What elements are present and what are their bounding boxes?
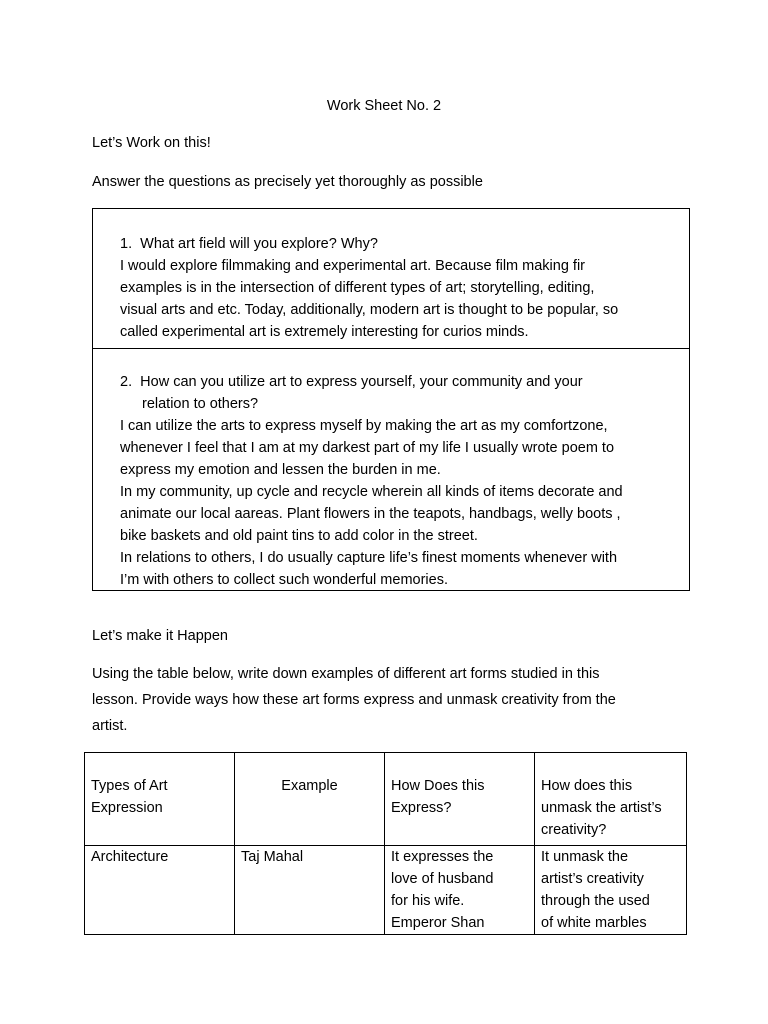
answer-2-line: I’m with others to collect such wonderful memories.: [120, 572, 448, 588]
table-header-row: [85, 753, 687, 846]
section-2-paragraph-line: lesson. Provide ways how these art forms express and unmask creativity from the: [92, 692, 616, 708]
answer-2-line: express my emotion and lessen the burden in me.: [120, 462, 441, 478]
question-2: [120, 371, 583, 393]
answer-1-line: I would explore filmmaking and experimental art. Because film making fir: [120, 258, 586, 274]
question-1: [120, 233, 378, 255]
cell-unmask: It unmask the artist’s creativity through the used of white marbles: [535, 846, 687, 935]
section-2-paragraph-line: Using the table below, write down examples of different art forms studied in this: [92, 666, 600, 682]
question-2-box: [92, 348, 690, 591]
question-2-text-cont: relation to others?: [142, 396, 259, 412]
cell-express: It expresses the love of husband for his wife. Emperor Shan: [385, 846, 535, 935]
question-1-box: [92, 208, 690, 349]
answer-2-line: In my community, up cycle and recycle wherein all kinds of items decorate and: [120, 484, 623, 500]
section-heading-happen: Let’s make it Happen: [92, 628, 228, 644]
answer-2-line: I can utilize the arts to express myself by making the art as my comfortzone,: [120, 418, 608, 434]
instruction-text: Answer the questions as precisely yet thoroughly as possible: [92, 174, 483, 190]
question-2-number: 2.: [120, 374, 133, 390]
art-forms-table: [84, 752, 687, 935]
section-heading-work: Let’s Work on this!: [92, 135, 211, 151]
answer-2-line: In relations to others, I do usually capture life’s finest moments whenever with: [120, 550, 618, 566]
answer-2-line: whenever I feel that I am at my darkest part of my life I usually wrote poem to: [120, 440, 615, 456]
answer-1-line: examples is in the intersection of different types of art; storytelling, editing,: [120, 280, 595, 296]
answer-2-line: bike baskets and old paint tins to add color in the street.: [120, 528, 478, 544]
header-how-express: How Does this Express?: [385, 753, 535, 846]
worksheet-title: Work Sheet No. 2: [326, 98, 442, 114]
header-how-unmask: How does this unmask the artist’s creativity?: [535, 753, 687, 846]
table-row: [85, 846, 687, 935]
header-types-of-art: Types of Art Expression: [85, 753, 235, 846]
question-1-text: What art field will you explore? Why?: [140, 236, 378, 252]
cell-example: Taj Mahal: [235, 846, 385, 935]
header-example: Example: [235, 753, 385, 846]
answer-1-line: visual arts and etc. Today, additionally, modern art is thought to be popular, so: [120, 302, 619, 318]
section-2-paragraph-line: artist.: [92, 718, 128, 734]
cell-type: Architecture: [85, 846, 235, 935]
answer-1-line: called experimental art is extremely interesting for curios minds.: [120, 324, 529, 340]
question-1-number: 1.: [120, 236, 133, 252]
question-2-text: How can you utilize art to express yourself, your community and your: [140, 374, 583, 390]
answer-2-line: animate our local aareas. Plant flowers in the teapots, handbags, welly boots ,: [120, 506, 621, 522]
